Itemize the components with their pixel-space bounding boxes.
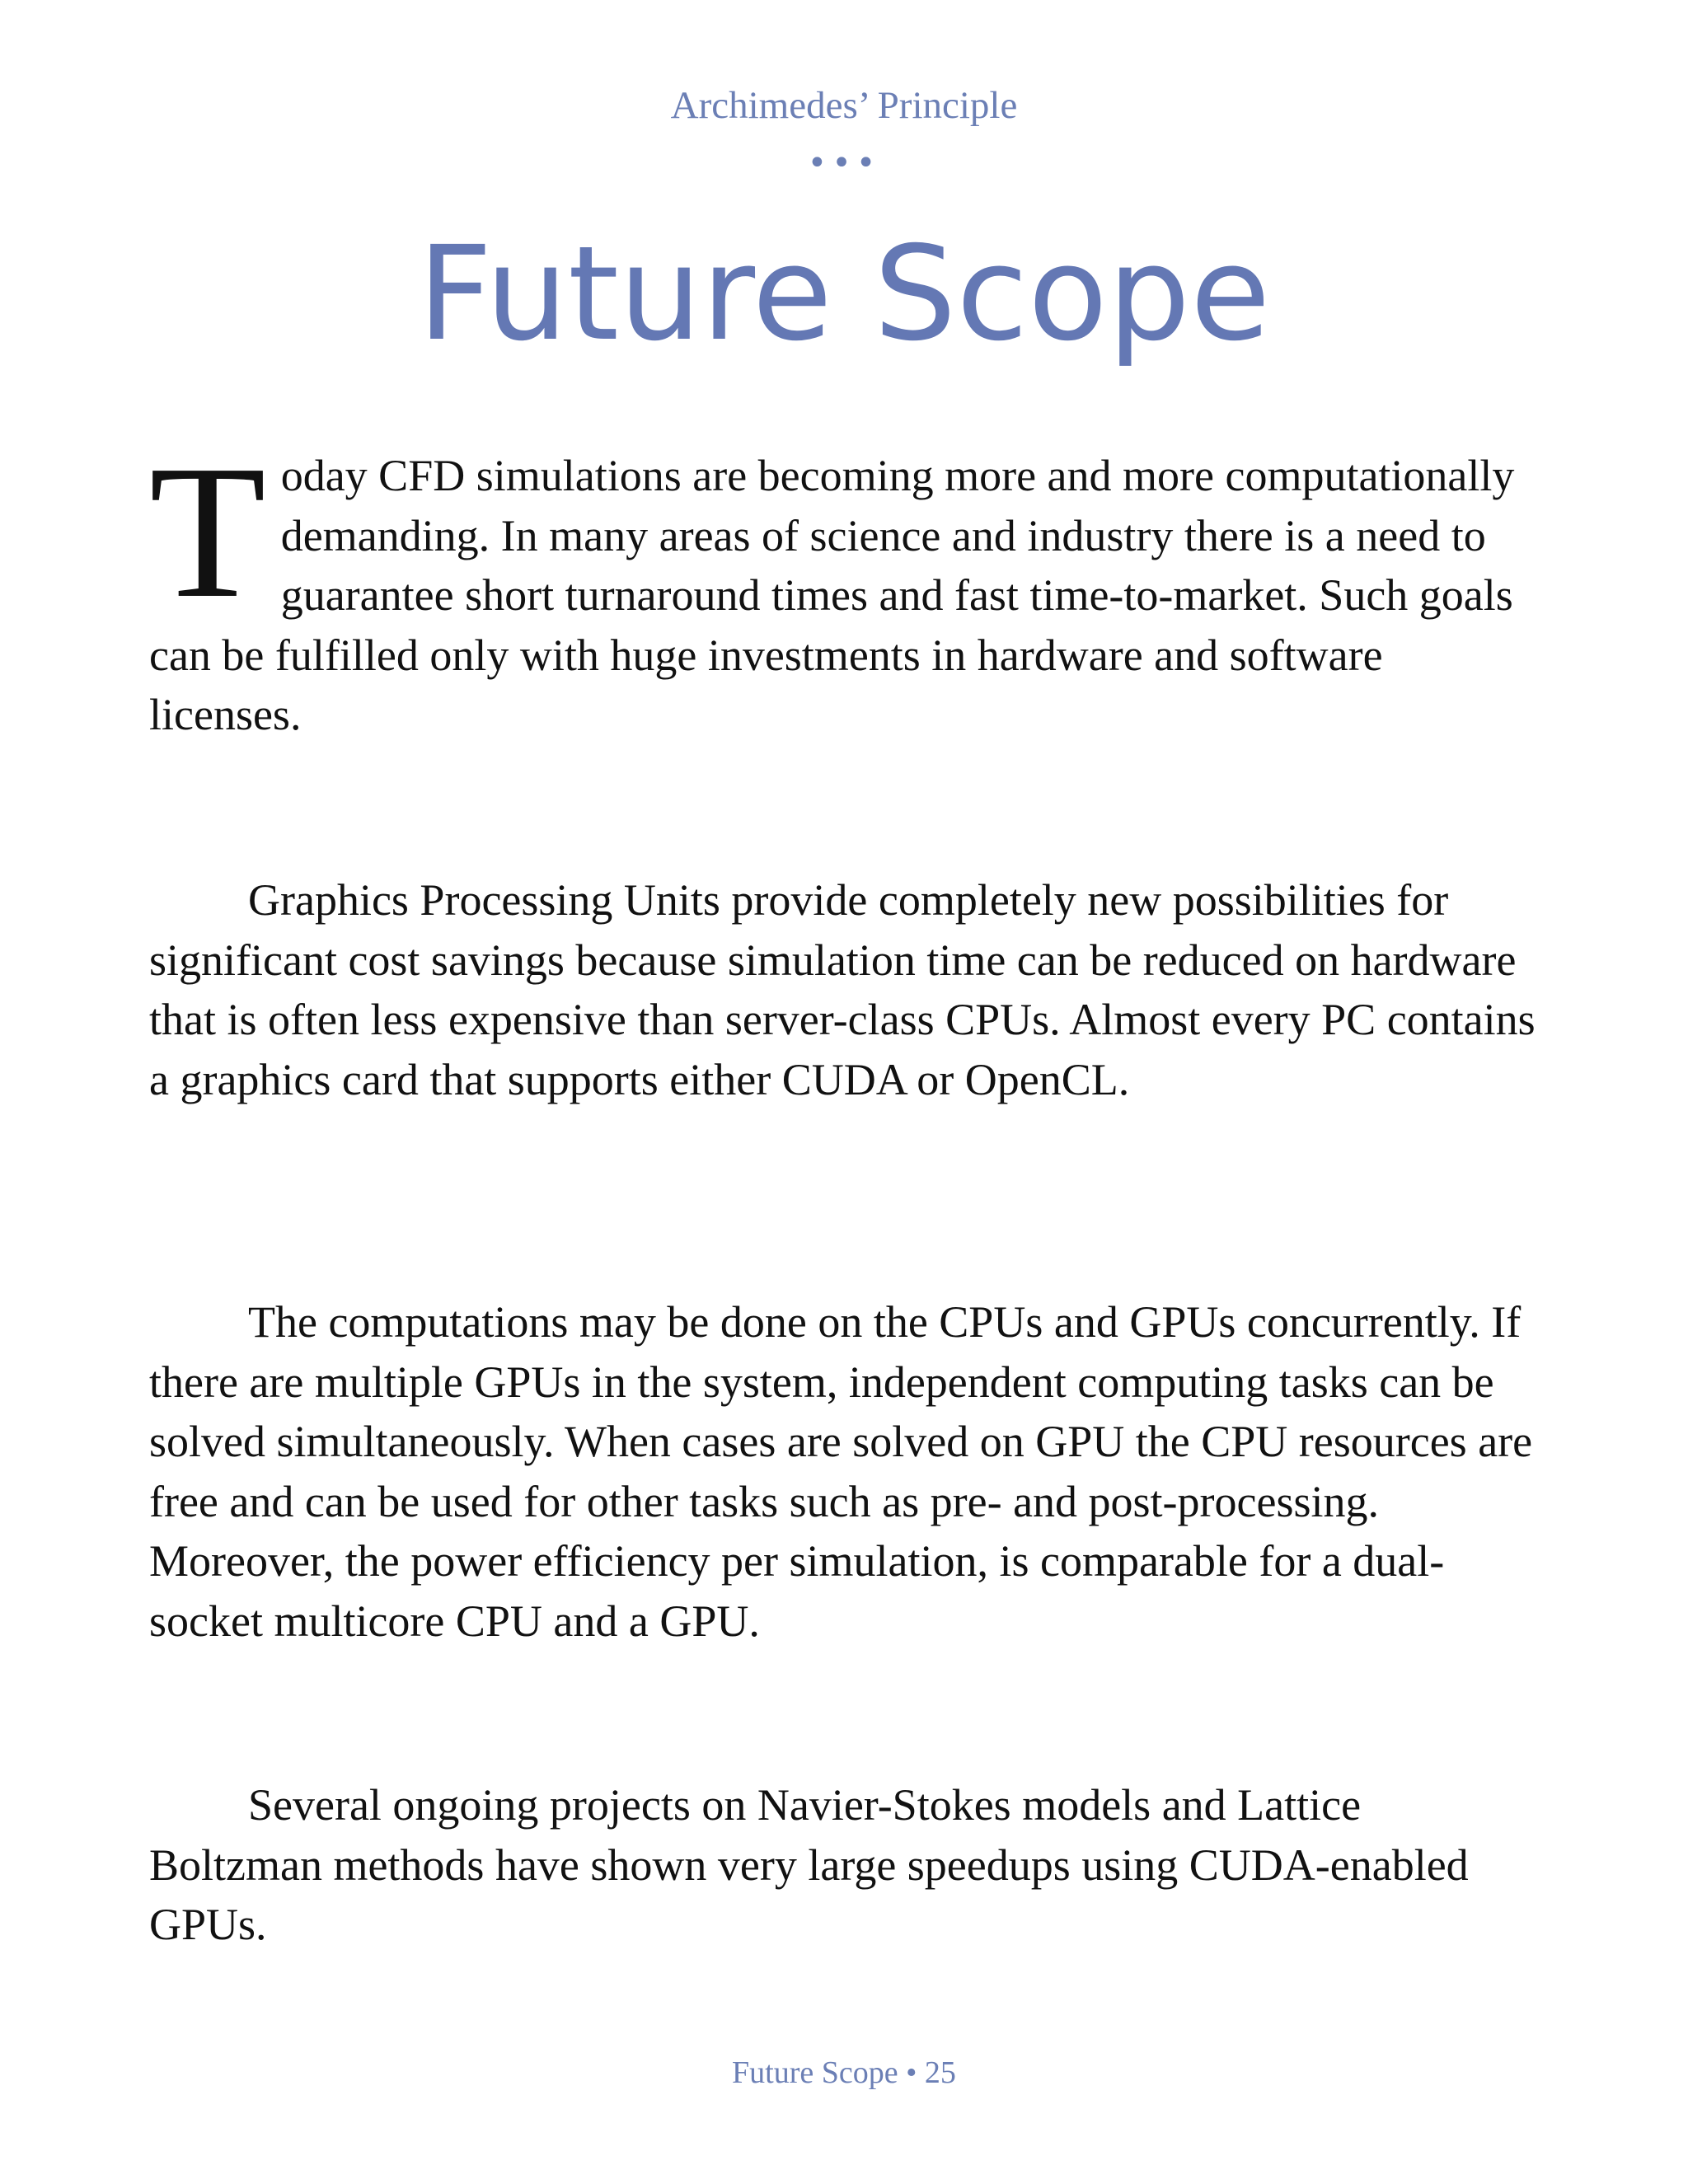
- paragraph-concurrent-computation: The computations may be done on the CPUs and GPUs concurrently. If there are multiple GPUs in the system, independent computing tasks can be solved simultaneously. When cases are solved on GPU the CPU resources are free and can be used for other tasks such as pre- and post-processing. Moreover, the power efficiency per simulation, is comparable for a dual-socket multicore CPU and a GPU.: [149, 1297, 1533, 1646]
- paragraph-intro: [149, 426, 1542, 745]
- drop-cap: T: [149, 426, 266, 638]
- page-title: Future Scope: [417, 218, 1271, 370]
- running-footer: Future Scope • 25: [732, 2055, 956, 2090]
- paragraph-ongoing-projects: Several ongoing projects on Navier-Stokes models and Lattice Boltzman methods have shown very large speedups using CUDA-enabled GPUs.: [149, 1780, 1469, 1949]
- running-header: Archimedes’ Principle: [670, 84, 1018, 127]
- header-ornament: •••: [807, 144, 881, 182]
- paragraph-intro-text: oday CFD simulations are becoming more and more computationally demanding. In many areas of science and industry there is a need to guarantee short turnaround times and fast time-to-market. Such goals can be fulfilled only with huge investments in hardware and software licenses.: [149, 451, 1515, 739]
- paragraph-gpu-possibilities: Graphics Processing Units provide completely new possibilities for significant cost savings because simulation time can be reduced on hardware that is often less expensive than server-class CPUs. Almost every PC contains a graphics card that supports either CUDA or OpenCL.: [149, 875, 1536, 1104]
